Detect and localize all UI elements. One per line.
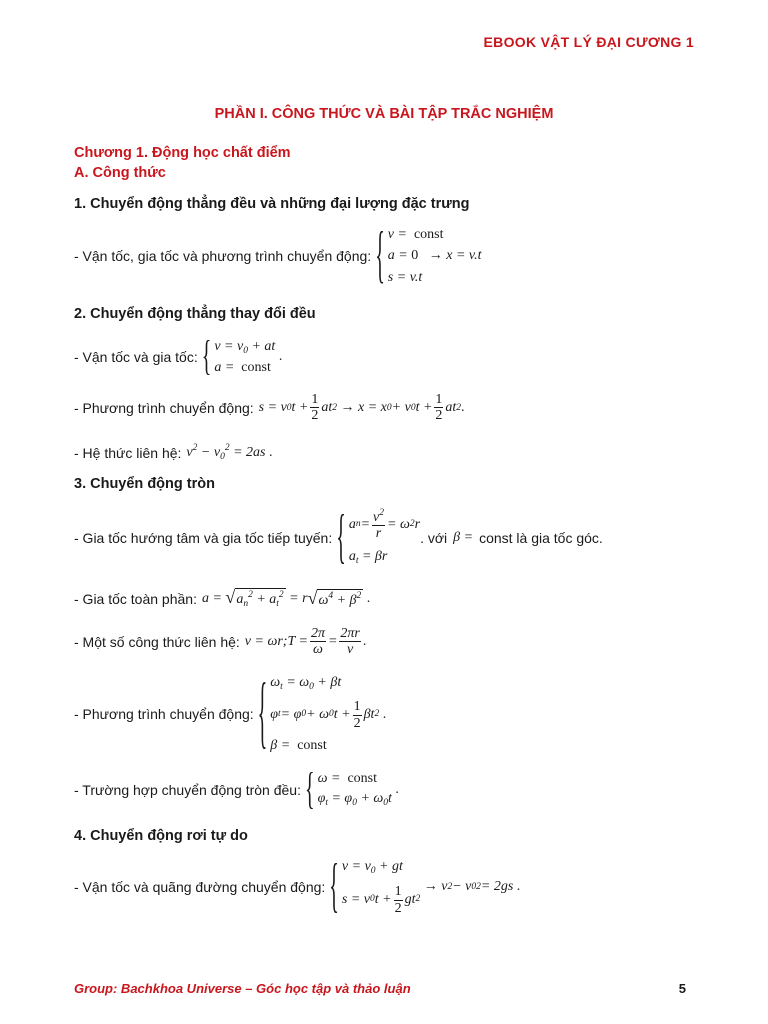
formula-label: - Trường hợp chuyển động tròn đều: bbox=[74, 782, 301, 798]
formula-tail: . với bbox=[420, 530, 448, 546]
formula-relation: $v^2 - v_0^2 = 2as$ . bbox=[186, 443, 273, 462]
formula-total-acceleration: a = √ $a_n^2 + a_t^2$ = r √ $\omega^4 + \beta^2$ . bbox=[201, 587, 371, 609]
section-2-line-3 bbox=[74, 443, 272, 462]
section-1-title: 1. Chuyển động thẳng đều và những đại lượng đặc trưng bbox=[74, 196, 470, 212]
chapter-subtitle: A. Công thức bbox=[74, 165, 166, 181]
formula-label: - Hệ thức liên hệ: bbox=[74, 444, 182, 461]
page-number: 5 bbox=[678, 981, 686, 996]
section-4-title: 4. Chuyển động rơi tự do bbox=[74, 828, 248, 844]
section-3-title: 3. Chuyển động tròn bbox=[74, 476, 215, 492]
formula-label: - Vận tốc và gia tốc: bbox=[74, 349, 198, 365]
formula-uniform-motion: { v = const a = 0 → x = v.t s = v.t bbox=[375, 220, 482, 292]
formula-label: - Gia tốc toàn phần: bbox=[74, 590, 197, 607]
section-4-line-1 bbox=[74, 854, 521, 920]
part-title: PHẦN I. CÔNG THỨC VÀ BÀI TẬP TRẮC NGHIỆM bbox=[214, 106, 554, 122]
formula-label: - Một số công thức liên hệ: bbox=[74, 633, 240, 650]
section-3-line-5 bbox=[74, 765, 399, 815]
formula-angular-motion: { $\omega_t = \omega_0 + \beta t$ φ t = φ 0 + ω 0 t + $\frac{1}{2}$ βt 2 . β = const bbox=[257, 670, 387, 758]
formula-free-fall: { $v = v_0$ + gt s = v 0 t + $\frac{1}{2}$ gt 2 → v 2 − v 0 2 = 2gs . bbox=[329, 854, 521, 920]
formula-label: - Phương trình chuyển động: bbox=[74, 399, 254, 416]
ebook-header: EBOOK VẬT LÝ ĐẠI CƯƠNG 1 bbox=[483, 34, 694, 50]
chapter-title: Chương 1. Động học chất điểm bbox=[74, 145, 291, 161]
formula-label: - Phương trình chuyển động: bbox=[74, 706, 254, 722]
section-1-line-1 bbox=[74, 220, 482, 292]
section-3-line-2 bbox=[74, 588, 370, 609]
section-3-line-1 bbox=[74, 505, 603, 571]
formula-label: - Gia tốc hướng tâm và gia tốc tiếp tuyến: bbox=[74, 530, 333, 546]
formula-label: - Vận tốc, gia tốc và phương trình chuyển động: bbox=[74, 248, 372, 264]
formula-label: - Vận tốc và quãng đường chuyển động: bbox=[74, 879, 326, 895]
formula-centripetal-tangential: { a n = $\frac{v^2}{r}$ = ω 2 r $a_t = \beta r$ bbox=[336, 505, 421, 571]
beta-symbol: β = bbox=[453, 530, 474, 545]
formula-circular-relations: v = ωr;T = $\frac{2\pi}{\omega}$ = $\frac{2\pi r}{v}$ . bbox=[244, 626, 367, 658]
section-2-line-2 bbox=[74, 392, 465, 424]
section-3-line-4 bbox=[74, 670, 387, 758]
formula-equation-of-motion: s = v 0 t + $\frac{1}{2}$ at 2 → x = x 0 + v 0 t + $\frac{1}{2}$ at 2 . bbox=[258, 392, 465, 424]
footer-group: Group: Bachkhoa Universe – Góc học tập và thảo luận bbox=[74, 981, 411, 996]
section-2-title: 2. Chuyển động thẳng thay đổi đều bbox=[74, 306, 316, 322]
section-3-line-3 bbox=[74, 626, 366, 658]
formula-uniform-circular: { ω = const $\varphi_t = \varphi_0 + \omega_0t$ . bbox=[304, 765, 399, 815]
section-2-line-1 bbox=[74, 333, 283, 381]
formula-velocity-acceleration: { $v = v_0$ + at a = const . bbox=[201, 333, 283, 381]
formula-tail: const là gia tốc góc. bbox=[479, 530, 603, 546]
